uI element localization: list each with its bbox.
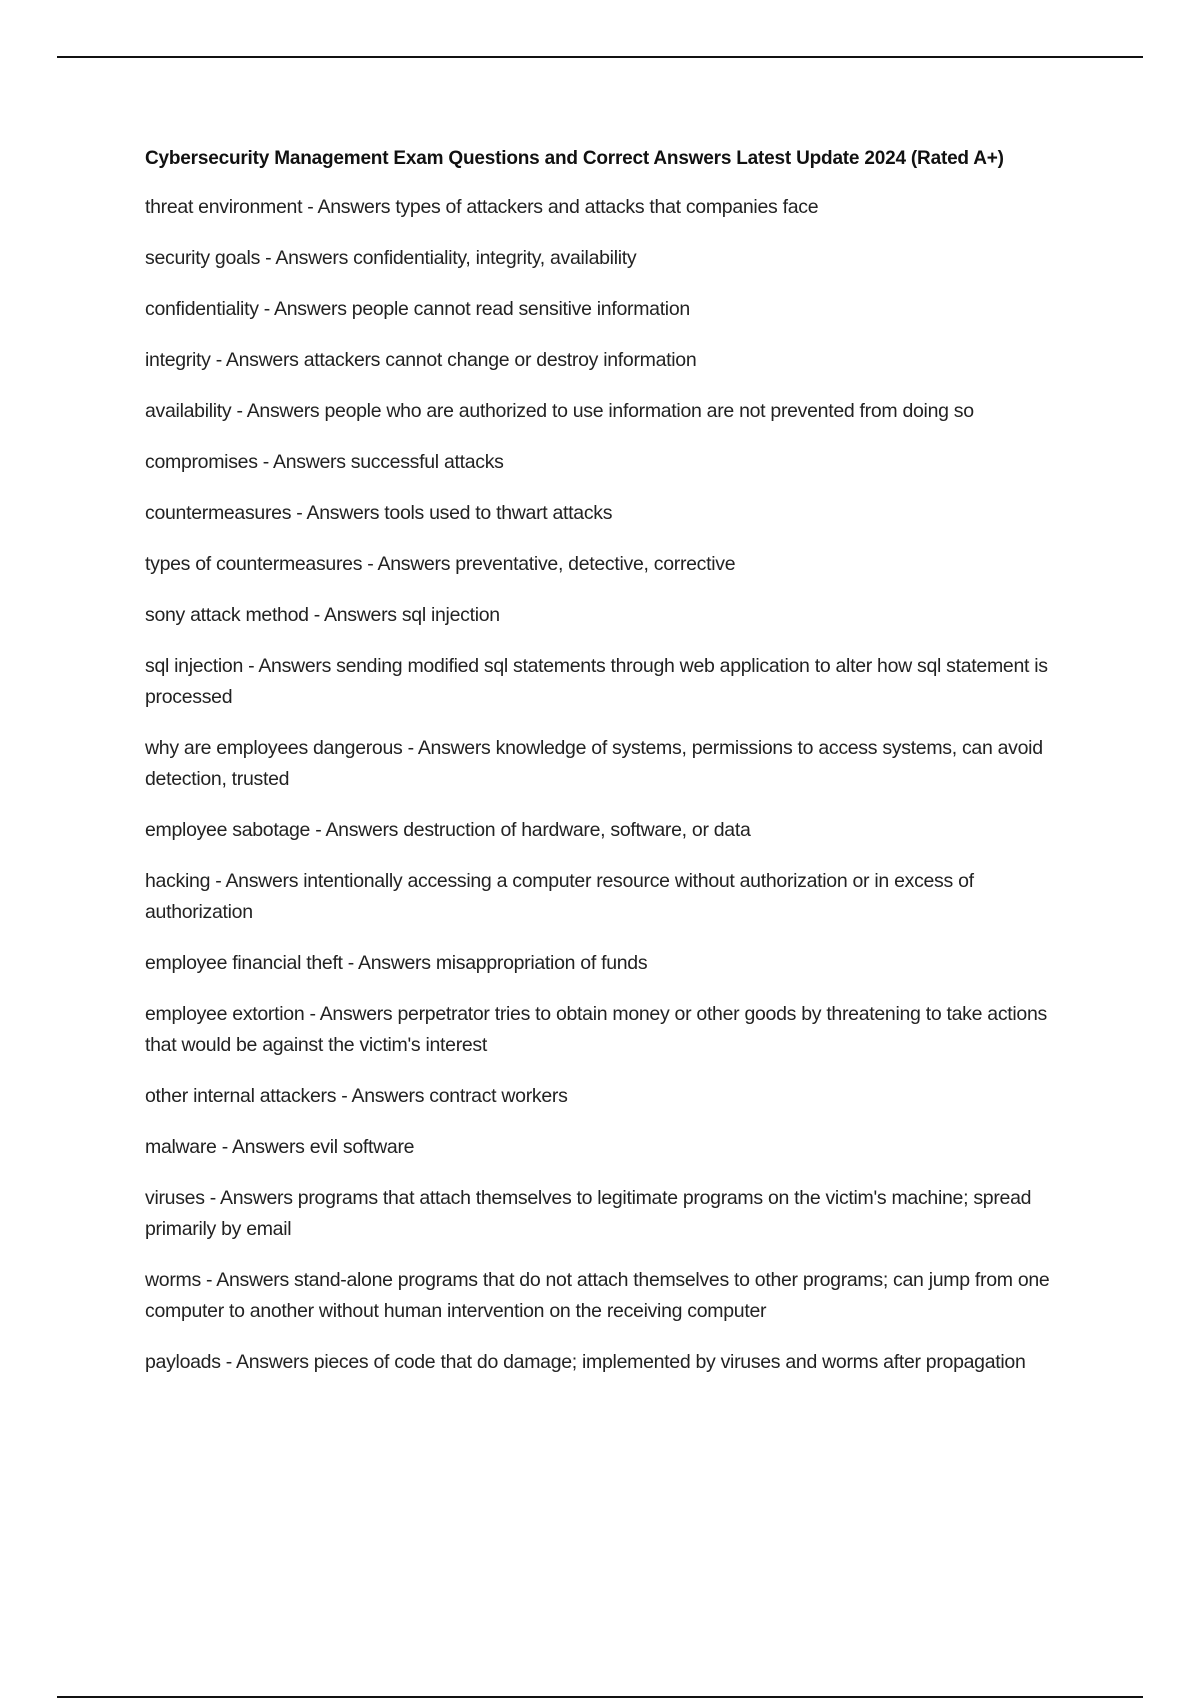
top-divider xyxy=(57,56,1143,58)
qa-item: sony attack method - Answers sql injection xyxy=(145,604,500,626)
qa-item: employee financial theft - Answers misappropriation of funds xyxy=(145,952,648,974)
qa-item: types of countermeasures - Answers preventative, detective, corrective xyxy=(145,553,736,575)
qa-item: employee extortion - Answers perpetrator tries to obtain money or other goods by threatening to take actions that would be against the victim's interest xyxy=(145,1003,1047,1056)
bottom-divider xyxy=(57,1696,1143,1698)
qa-item: confidentiality - Answers people cannot read sensitive information xyxy=(145,298,690,320)
qa-item: threat environment - Answers types of attackers and attacks that companies face xyxy=(145,196,819,218)
qa-item: compromises - Answers successful attacks xyxy=(145,451,504,473)
qa-item: payloads - Answers pieces of code that do damage; implemented by viruses and worms after propagation xyxy=(145,1351,1026,1373)
document-title: Cybersecurity Management Exam Questions and Correct Answers Latest Update 2024 (Rated A+) xyxy=(145,148,1004,169)
qa-item: malware - Answers evil software xyxy=(145,1136,415,1158)
qa-item: availability - Answers people who are authorized to use information are not prevented from doing so xyxy=(145,400,974,422)
qa-list xyxy=(145,192,1075,1378)
qa-item: integrity - Answers attackers cannot change or destroy information xyxy=(145,349,697,371)
qa-item: hacking - Answers intentionally accessing a computer resource without authorization or in excess of authorization xyxy=(145,870,974,923)
qa-item: countermeasures - Answers tools used to thwart attacks xyxy=(145,502,613,524)
qa-item: worms - Answers stand-alone programs that do not attach themselves to other programs; can jump from one computer to another without human intervention on the receiving computer xyxy=(145,1269,1050,1322)
qa-item: employee sabotage - Answers destruction of hardware, software, or data xyxy=(145,819,751,841)
document-body xyxy=(145,146,1075,1398)
qa-item: why are employees dangerous - Answers knowledge of systems, permissions to access systems, can avoid detection, trusted xyxy=(145,737,1043,790)
qa-item: sql injection - Answers sending modified sql statements through web application to alter how sql statement is processed xyxy=(145,655,1048,708)
qa-item: other internal attackers - Answers contract workers xyxy=(145,1085,568,1107)
qa-item: viruses - Answers programs that attach themselves to legitimate programs on the victim's machine; spread primarily by email xyxy=(145,1187,1032,1240)
qa-item: security goals - Answers confidentiality, integrity, availability xyxy=(145,247,637,269)
